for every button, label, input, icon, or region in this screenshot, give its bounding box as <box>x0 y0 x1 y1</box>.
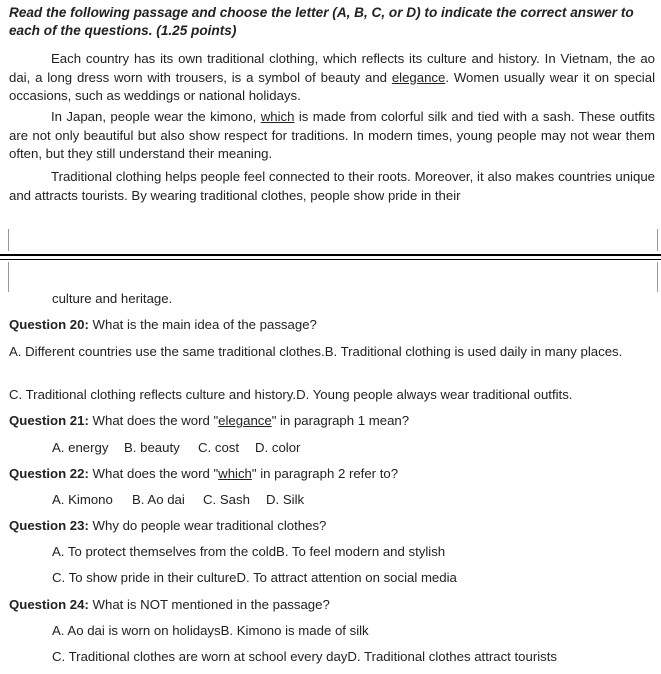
question-24-label: Question 24: <box>9 597 89 612</box>
question-24 <box>9 597 330 612</box>
question-23 <box>9 518 326 533</box>
question-21-text-after: " in paragraph 1 mean? <box>271 413 410 428</box>
passage-paragraph-2 <box>9 108 655 164</box>
question-22-label: Question 22: <box>9 466 89 481</box>
question-21-underlined-word: elegance <box>218 413 272 428</box>
question-21-option-a[interactable]: A. energy <box>52 440 109 455</box>
page-break-bracket-right-top <box>657 229 658 251</box>
question-21-option-c[interactable]: C. cost <box>198 440 240 455</box>
question-20-label: Question 20: <box>9 317 89 332</box>
question-24-options-line-2[interactable]: C. Traditional clothes are worn at school every dayD. Traditional clothes attract tourists <box>52 649 558 664</box>
passage-paragraph-3 <box>9 168 655 205</box>
question-21-option-b[interactable]: B. beauty <box>124 440 180 455</box>
question-24-options-line-1[interactable]: A. Ao dai is worn on holidaysB. Kimono is made of silk <box>52 623 369 638</box>
question-20 <box>9 317 317 332</box>
question-24-text: What is NOT mentioned in the passage? <box>88 597 330 612</box>
question-23-options-line-1[interactable]: A. To protect themselves from the coldB. To feel modern and stylish <box>52 544 446 559</box>
page-break-bracket-left-top <box>8 229 9 251</box>
question-23-text: Why do people wear traditional clothes? <box>88 518 327 533</box>
question-22-option-b[interactable]: B. Ao dai <box>132 492 185 507</box>
p1-text-after: . Women usually wear it on special occasions, such as weddings or national holidays. <box>9 69 656 103</box>
p3-continued-text: culture and heritage. <box>52 291 173 306</box>
question-21-option-d[interactable]: D. color <box>255 440 301 455</box>
page-break-bracket-left-bottom <box>8 262 9 292</box>
p2-text-after: is made from colorful silk and tied with a sash. These outfits are not only beautiful but also show respect for traditions. In modern times, young people may not wear them often, but they still understand their meaning. <box>9 109 655 161</box>
question-20-options-line-1[interactable]: A. Different countries use the same traditional clothes.B. Traditional clothing is used daily in many places. <box>9 344 623 359</box>
question-22-text-after: " in paragraph 2 refer to? <box>251 466 399 481</box>
page-break-line-bottom <box>0 259 661 260</box>
page-break-bracket-right-bottom <box>657 262 658 292</box>
question-22-underlined-word: which <box>218 466 252 481</box>
question-21-label: Question 21: <box>9 413 89 428</box>
question-22-option-c[interactable]: C. Sash <box>203 492 250 507</box>
p3-text: Traditional clothing helps people feel connected to their roots. Moreover, it also makes countries unique and attracts tourists. By wearing traditional clothes, people show pride in their <box>9 169 655 203</box>
page-break-line-top <box>0 254 661 256</box>
p2-text-before: In Japan, people wear the kimono, <box>51 109 261 124</box>
p2-underlined-word: which <box>260 109 295 124</box>
question-23-options-line-2[interactable]: C. To show pride in their cultureD. To attract attention on social media <box>52 570 457 585</box>
question-20-options-line-2[interactable]: C. Traditional clothing reflects culture and history.D. Young people always wear traditional outfits. <box>9 387 573 402</box>
question-22-text-before: What does the word " <box>88 466 219 481</box>
question-22-option-a[interactable]: A. Kimono <box>52 492 113 507</box>
p1-text-before: Each country has its own traditional clothing, which reflects its culture and history. In Vietnam, the ao dai, a long dress worn with trousers, is a symbol of beauty and <box>9 51 655 85</box>
question-22 <box>9 466 398 481</box>
question-20-text: What is the main idea of the passage? <box>88 317 317 332</box>
instructions-heading: Read the following passage and choose the letter (A, B, C, or D) to indicate the correct answer to each of the questions. (1.25 points) <box>9 5 634 38</box>
question-21-text-before: What does the word " <box>88 413 219 428</box>
question-21 <box>9 413 409 428</box>
question-22-option-d[interactable]: D. Silk <box>266 492 305 507</box>
question-23-label: Question 23: <box>9 518 89 533</box>
passage-paragraph-1 <box>9 50 655 106</box>
p1-underlined-word: elegance <box>391 69 446 85</box>
